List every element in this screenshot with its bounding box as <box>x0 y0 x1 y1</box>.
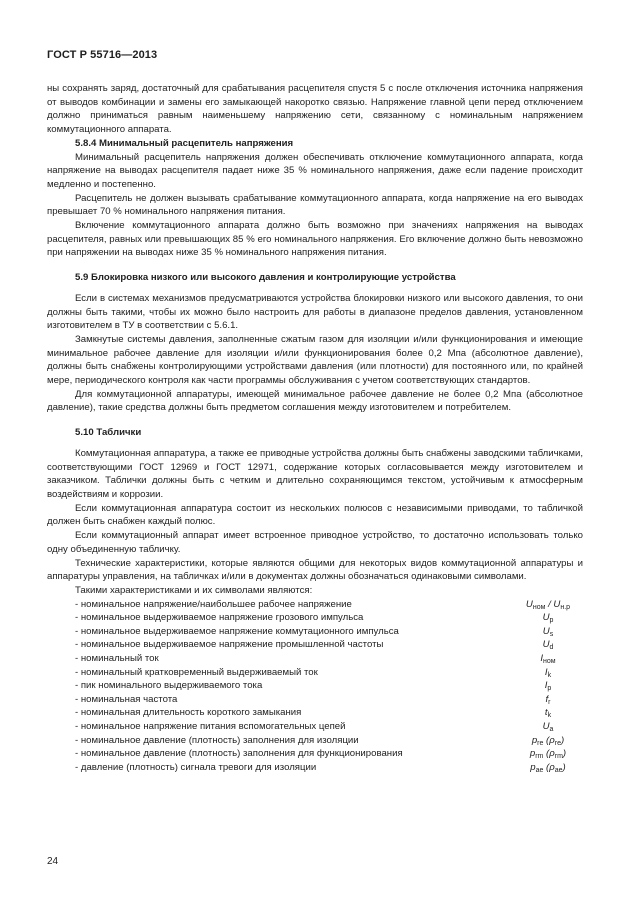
symbol-subscript: rm <box>535 753 544 761</box>
characteristic-symbol <box>513 747 583 761</box>
symbol-letter: ) <box>562 761 566 773</box>
characteristic-symbol <box>513 638 583 652</box>
document-header: ГОСТ Р 55716—2013 <box>47 49 158 61</box>
symbol-letter: ) <box>562 748 567 760</box>
paragraph-5-10-3: Если коммутационный аппарат имеет встроенное приводное устройство, то достаточно использовать только одну объединенную табличку. <box>47 530 583 555</box>
symbol-letter: p <box>531 734 538 746</box>
paragraph-5-9-2: Замкнутые системы давления, заполненные сжатым газом для изоляции и/или функционирования и имеющие минимальное рабочее давление для изоляции и/или функционирования более 0,2 Мпа (абсолютное давление), должны быть снабжены контролирующими устройствами давления (или плотности) для постоянного или, по крайней мере, периодического контроля как части программы обслуживания с учетом соответствующих стандартов. <box>47 333 583 387</box>
symbol-subscript: ae <box>554 766 563 774</box>
characteristic-name: - номинальное напряжение питания вспомогательных цепей <box>75 720 346 732</box>
page-number: 24 <box>47 856 59 867</box>
characteristic-row <box>47 761 583 775</box>
characteristic-name: - номинальное выдерживаемое напряжение коммутационного импульса <box>75 625 399 637</box>
characteristic-symbol <box>513 734 583 748</box>
characteristic-row <box>47 638 583 652</box>
characteristic-name: - номинальное напряжение/наибольшее рабочее напряжение <box>75 598 352 610</box>
paragraph-5-10-2: Если коммутационная аппаратура состоит из нескольких полюсов с независимыми приводами, то табличкой должен быть снабжен каждый полюс. <box>47 502 583 528</box>
symbol-letter: I <box>544 680 548 692</box>
paragraph-5-10-5: Такими характеристиками и их символами являются: <box>75 584 313 596</box>
symbol-letter: (ρ <box>543 734 555 746</box>
characteristic-symbol <box>513 679 583 693</box>
characteristic-name: - номинальное выдерживаемое напряжение грозового импульса <box>75 612 364 624</box>
characteristics-list <box>47 598 583 775</box>
characteristic-name: - номинальное давление (плотность) заполнения для функционирования <box>75 748 403 760</box>
characteristic-row <box>47 679 583 693</box>
symbol-subscript: ном <box>532 603 546 611</box>
section-heading-5-10: 5.10 Таблички <box>75 427 142 439</box>
characteristic-name: - номинальный ток <box>75 652 159 664</box>
symbol-subscript: rm <box>554 753 563 761</box>
symbol-subscript: ae <box>535 766 544 774</box>
characteristic-name: - пик номинального выдерживаемого тока <box>75 680 263 692</box>
characteristic-row <box>47 706 583 720</box>
symbol-subscript: re <box>554 739 561 747</box>
symbol-subscript: re <box>537 739 544 747</box>
symbol-letter: (ρ <box>543 761 555 773</box>
characteristic-row <box>47 734 583 748</box>
characteristic-name: - номинальная длительность короткого замыкания <box>75 707 302 719</box>
paragraph-5-8-4-1: Минимальный расцепитель напряжения должен обеспечивать отключение коммутационного аппарата, когда напряжение на выводах расцепителя падает ниже 35 % номинального напряжения, даже если падение происходит медленно и постепенно. <box>47 151 583 190</box>
symbol-subscript: k <box>547 671 552 679</box>
symbol-letter: U <box>542 612 550 624</box>
symbol-subscript: ном <box>543 657 556 665</box>
section-heading-5-8-4: 5.8.4 Минимальный расцепитель напряжения <box>75 137 294 149</box>
paragraph-5-9-1: Если в системах механизмов предусматриваются устройства блокировки низкого или высокого давления, то они должны быть такими, чтобы их можно было настроить для работы в диапазоне пределов давления, установленном изготовителем в ТУ в соответствии с 5.6.1. <box>47 292 583 332</box>
characteristic-row <box>47 652 583 666</box>
symbol-letter: / U <box>545 598 561 610</box>
symbol-subscript: p <box>547 685 552 693</box>
paragraph-5-10-4: Технические характеристики, которые являются общими для некоторых видов коммутационной аппаратуры и аппаратуры управления, на табличках и/или в документах должны обозначаться одинаковыми символами. <box>47 557 583 583</box>
characteristic-symbol <box>513 706 583 720</box>
characteristic-symbol <box>513 625 583 639</box>
characteristic-name: - номинальный кратковременный выдерживаемый ток <box>75 666 318 678</box>
characteristic-row <box>47 625 583 639</box>
characteristic-symbol <box>513 693 583 707</box>
characteristic-row <box>47 720 583 734</box>
symbol-letter: p <box>530 761 536 773</box>
paragraph-5-9-3: Для коммутационной аппаратуры, имеющей минимальное рабочее давление не более 0,2 Мпа (абсолютное давление), такие средства должны быть предметом соглашения между изготовителем и потребителем. <box>47 388 583 414</box>
characteristic-row <box>47 693 583 707</box>
characteristic-symbol <box>513 598 583 612</box>
characteristic-symbol <box>513 666 583 680</box>
characteristic-symbol <box>513 652 583 666</box>
symbol-letter: I <box>540 652 544 664</box>
symbol-subscript: r <box>548 698 551 706</box>
symbol-subscript: н.р <box>560 603 571 611</box>
characteristic-name: - давление (плотность) сигнала тревоги для изоляции <box>75 761 317 773</box>
symbol-letter: U <box>542 639 550 651</box>
symbol-letter: ) <box>560 734 565 746</box>
symbol-letter: (ρ <box>543 748 555 760</box>
symbol-subscript: p <box>549 617 554 625</box>
symbol-letter: p <box>529 748 536 760</box>
characteristic-name: - номинальное давление (плотность) заполнения для изоляции <box>75 734 359 746</box>
symbol-letter: f <box>545 693 549 705</box>
characteristic-name: - номинальное выдерживаемое напряжение промышленной частоты <box>75 639 384 651</box>
characteristic-row <box>47 611 583 625</box>
characteristic-name: - номинальная частота <box>75 693 178 705</box>
symbol-letter: I <box>544 666 548 678</box>
characteristic-row <box>47 747 583 761</box>
symbol-subscript: a <box>549 725 554 733</box>
page-body <box>47 82 583 774</box>
characteristic-row <box>47 666 583 680</box>
characteristic-symbol <box>513 761 583 775</box>
paragraph-5-8-4-3: Включение коммутационного аппарата должно быть возможно при значениях напряжения на выводах расцепителя, равных или превышающих 85 % его номинального напряжения. Его включение должно быть невозможно при напряжении на выводах ниже 35 % номинального напряжения питания. <box>47 220 583 259</box>
paragraph-5-8-4-2: Расцепитель не должен вызывать срабатывание коммутационного аппарата, когда напряжение на его выводах превышает 70 % номинального напряжения питания. <box>47 192 583 218</box>
symbol-letter: U <box>542 720 550 732</box>
paragraph-5-10-1: Коммутационная аппаратура, а также ее приводные устройства должны быть снабжены заводскими табличками, соответствующими ГОСТ 12969 и ГОСТ 12971, содержание которых согласовывается между изготовителем и заказчиком. Таблички должны быть с четким и длительно сохраняющимся текстом, устойчивым к атмосферным воздействиям и коррозии. <box>47 447 583 500</box>
paragraph-intro: ны сохранять заряд, достаточный для срабатывания расцепителя спустя 5 с после отключения источника напряжения от выводов комбинации и замены его замыкающей накоротко связью. Напряжение главной цепи перед отключением должно приниматься равным наименьшему напряжению сети, связанному с номинальным напряжением коммутационного аппарата. <box>47 83 583 136</box>
section-heading-5-9: 5.9 Блокировка низкого или высокого давления и контролирующие устройства <box>75 272 456 284</box>
characteristic-row <box>47 598 583 612</box>
characteristic-symbol <box>513 611 583 625</box>
symbol-letter: t <box>544 707 548 719</box>
symbol-subscript: k <box>547 712 552 720</box>
symbol-subscript: d <box>549 644 554 652</box>
symbol-letter: U <box>525 598 533 610</box>
characteristic-symbol <box>513 720 583 734</box>
symbol-subscript: s <box>549 630 554 638</box>
symbol-letter: U <box>542 625 550 637</box>
